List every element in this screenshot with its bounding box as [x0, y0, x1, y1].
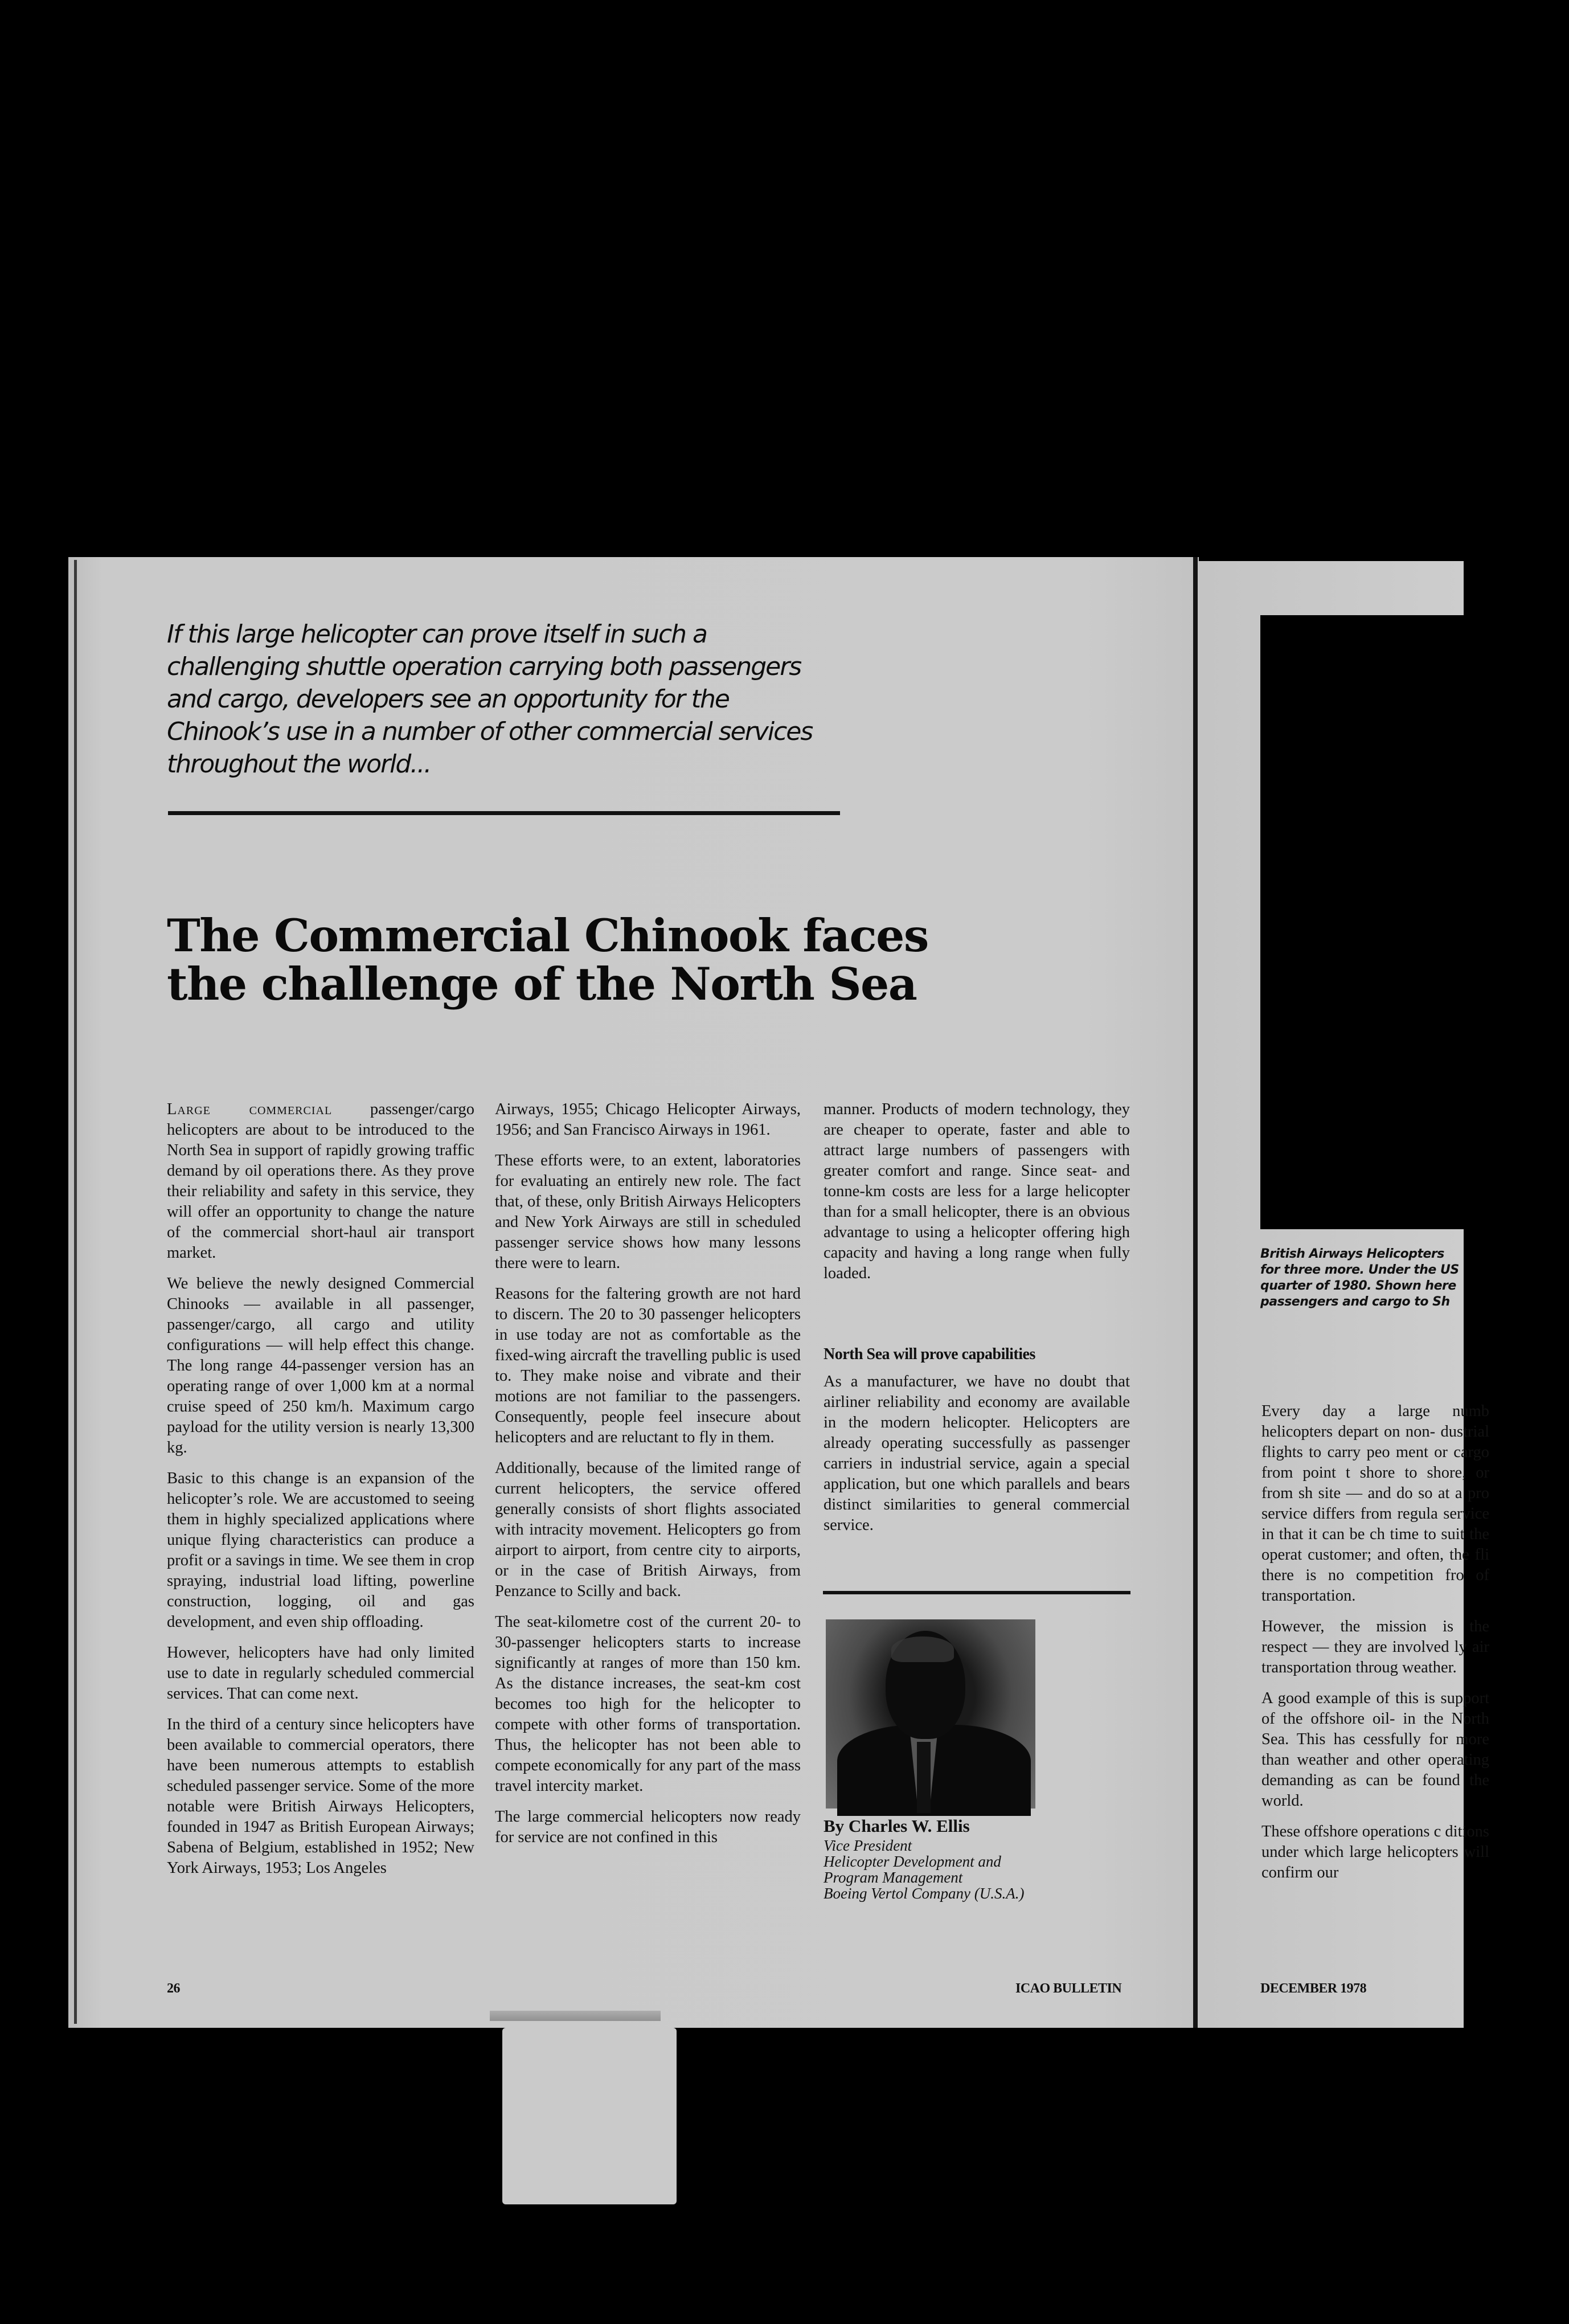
article-headline — [167, 911, 964, 1008]
portrait-tie — [917, 1742, 931, 1813]
caption-line: for three more. Under the US — [1260, 1263, 1459, 1277]
article-column-3-continued — [824, 1372, 1130, 1546]
intro-line: Chinook’s use in a number of other commercial services — [167, 717, 813, 746]
page-number: 26 — [167, 1981, 180, 1996]
paper-card-below — [502, 2028, 677, 2204]
paragraph: Airways, 1955; Chicago Helicopter Airways, 1956; and San Francisco Airways in 1961. — [495, 1100, 801, 1139]
author-title-line: Program Management — [824, 1869, 963, 1886]
author-title-line: Boeing Vertol Company (U.S.A.) — [824, 1885, 1025, 1902]
headline-line: The Commercial Chinook faces — [167, 909, 928, 962]
page-binding-edge — [74, 560, 77, 2024]
issue-date: DECEMBER 1978 — [1260, 1981, 1367, 1996]
page-gutter — [1193, 557, 1198, 2028]
section-subheading: North Sea will prove capabilities — [824, 1345, 1035, 1363]
caption-line: passengers and cargo to Sh — [1260, 1295, 1450, 1309]
page-shadow — [490, 2011, 661, 2021]
article-column-1 — [167, 1099, 474, 1889]
horizontal-rule — [823, 1591, 1130, 1594]
paragraph-text: passenger/cargo helicopters are about to be introduced to the North Sea in support of rapidly growing traffic demand by oil operations there. As they prove their reliability and safety in this service, they will offer an opportunity to change the nature of the commercial short-haul air transport market. — [167, 1100, 474, 1262]
paragraph: Every day a large numb helicopters depart on non- dustrial flights to carry peo ment or cargo from point t shore to shore, or from sh site — and do so at a pro service differs from regula service in that it can be ch time to suit the operat customer; and often, the fli there is no competition fro of transportation. — [1261, 1402, 1489, 1605]
paragraph: As a manufacturer, we have no doubt that airliner reliability and economy are available in the modern helicopter. Helicopters are already operating successfully as passenger carriers in industrial service, again a special application, but one which parallels and bears distinct similarities to general commercial service. — [824, 1373, 1130, 1534]
intro-line: challenging shuttle operation carrying both passengers — [167, 652, 801, 681]
lead-in-smallcaps: Large commercial — [167, 1100, 333, 1118]
paragraph: These offshore operations c ditions under which large helicopters will confirm our — [1261, 1823, 1489, 1881]
author-portrait — [826, 1619, 1035, 1809]
intro-line: throughout the world... — [167, 750, 431, 779]
photo-caption — [1260, 1246, 1464, 1310]
article-column-3 — [824, 1099, 1130, 1294]
author-name: By Charles W. Ellis — [824, 1816, 970, 1836]
helicopter-photo-dark — [1260, 615, 1464, 1229]
caption-line: British Airways Helicopters — [1260, 1247, 1444, 1261]
right-column-clip — [1261, 1401, 1569, 1883]
portrait-hair — [891, 1636, 954, 1662]
caption-line: quarter of 1980. Shown here — [1260, 1279, 1456, 1293]
paragraph: These efforts were, to an extent, laboratories for evaluating an entirely new role. The fact that, of these, only British Airways Helicopters and New York Airways are still in scheduled passenger service shows how many lessons there were to learn. — [495, 1152, 801, 1272]
paragraph: The large commercial helicopters now ready for service are not confined in this — [495, 1808, 801, 1846]
paragraph: The seat-kilometre cost of the current 20- to 30-passenger helicopters starts to increase significantly at ranges of more than 150 km. As the distance increases, the seat-km cost becomes too high for the helicopter to compete with other forms of transportation. Thus, the helicopter has not been able to compete economically for any part of the mass travel intercity market. — [495, 1613, 801, 1795]
paragraph: In the third of a century since helicopters have been available to commercial operators, there have been numerous attempts to establish scheduled passenger service. Some of the more notable were British Airways Helicopters, founded in 1947 as British European Airways; Sabena of Belgium, established in 1952; New York Airways, 1953; Los Angeles — [167, 1716, 474, 1877]
paragraph: Reasons for the faltering growth are not hard to discern. The 20 to 30 passenger helicopters in use today are not as comfortable as the fixed-wing aircraft the travelling public is used to. They make noise and vibrate and their motions are not familiar to the passengers. Consequently, people feel insecure about helicopters and are reluctant to fly in them. — [495, 1285, 801, 1446]
intro-line: and cargo, developers see an opportunity for the — [167, 685, 729, 714]
paragraph: manner. Products of modern technology, they are cheaper to operate, faster and able to attract large numbers of passengers with greater comfort and range. Since seat- and tonne-km costs are less for a large helicopter than for a small helicopter, there is an obvious advantage to using a helicopter offering high capacity and having a long range when fully loaded. — [824, 1100, 1130, 1282]
paragraph: However, helicopters have had only limited use to date in regularly scheduled commercial services. That can come next. — [167, 1644, 474, 1703]
headline-line: the challenge of the North Sea — [167, 958, 917, 1010]
paragraph: However, the mission is the respect — they are involved ly air transportation throug weather. — [1261, 1618, 1489, 1676]
author-title — [824, 1838, 1120, 1901]
article-column-2 — [495, 1099, 801, 1858]
paragraph — [167, 1099, 474, 1263]
paragraph: A good example of this is support of the offshore oil- in the North Sea. This has cessfully for more than weather and other operating demanding as can be found the world. — [1261, 1689, 1489, 1810]
paragraph: Additionally, because of the limited range of current helicopters, the service offered generally consists of short flights associated with intracity movement. Helicopters go from airport to airport, from centre city to airports, or in the case of British Airways, from Penzance to Scilly and back. — [495, 1459, 801, 1600]
author-title-line: Vice President — [824, 1837, 912, 1854]
horizontal-rule — [168, 811, 840, 815]
right-page-column — [1261, 1401, 1489, 1893]
publication-name: ICAO BULLETIN — [1015, 1981, 1122, 1996]
author-title-line: Helicopter Development and — [824, 1853, 1001, 1870]
intro-line: If this large helicopter can prove itself in such a — [167, 620, 707, 649]
intro-pull-quote — [167, 618, 850, 780]
paragraph: We believe the newly designed Commercial Chinooks — available in all passenger, passenger/cargo, all cargo and utility configurations — will help effect this change. The long range 44-passenger version has an operating range of over 1,000 km at a normal cruise speed of 250 km/h. Maximum cargo payload for the utility version is nearly 13,300 kg. — [167, 1275, 474, 1456]
paragraph: Basic to this change is an expansion of the helicopter’s role. We are accustomed to seeing them in highly specialized applications where unique flying characteristics can produce a profit or a savings in time. We see them in crop spraying, industrial load lifting, powerline construction, logging, oil and gas development, and even ship offloading. — [167, 1470, 474, 1631]
